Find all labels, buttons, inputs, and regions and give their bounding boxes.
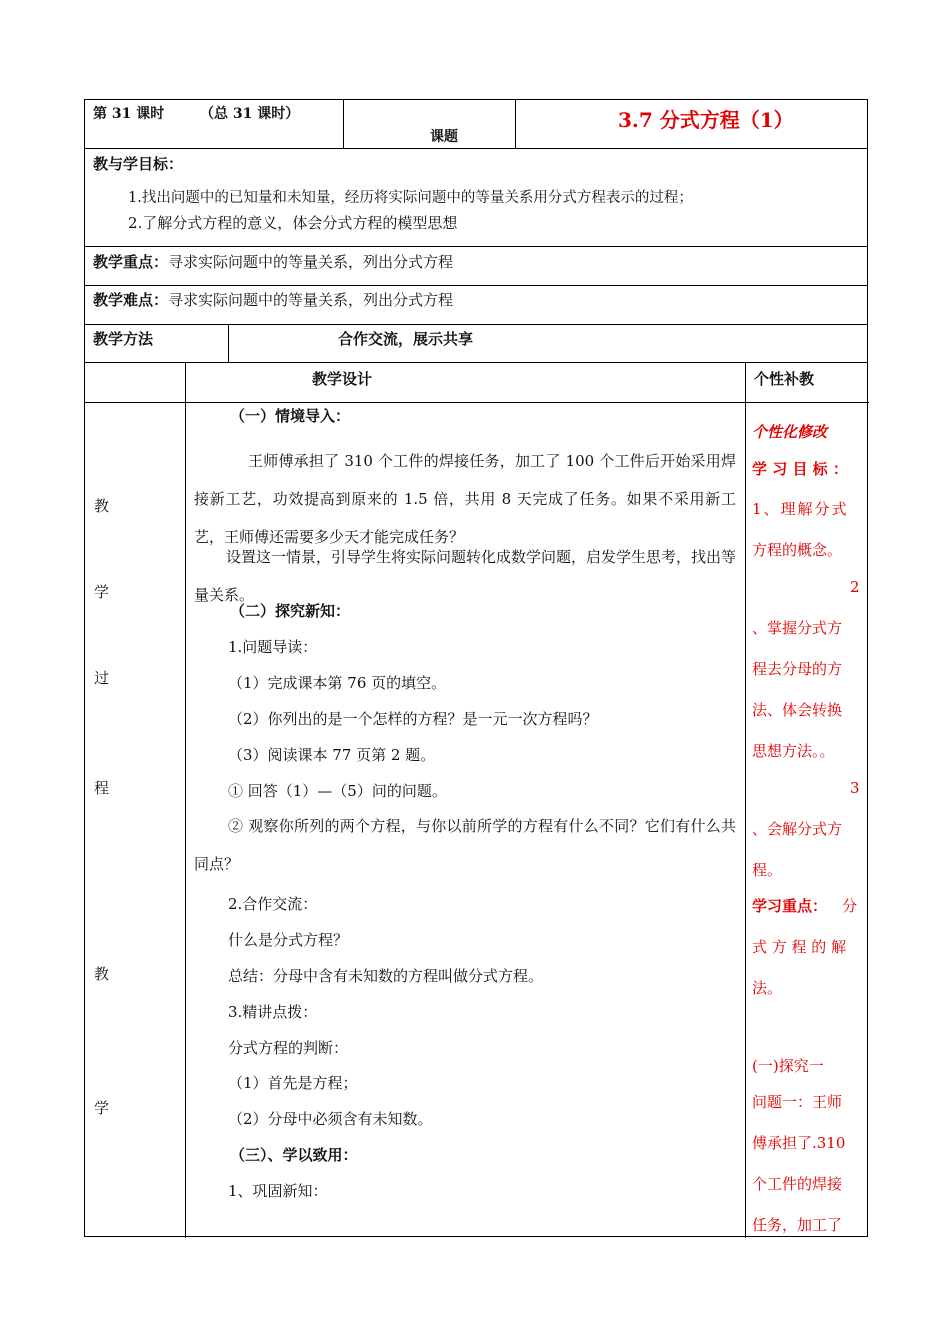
scenario-paragraph: 王师傅承担了 310 个工件的焊接任务，加工了 100 个工件后开始采用焊接新工艺，功效提高到原来的 1.5 倍，共用 8 天完成了任务。如果不采用新工艺，王师傅还需要多少天才能完成任务？	[194, 452, 736, 546]
objective-item: 1.找出问题中的已知量和未知量，经历将实际问题中的等量关系用分式方程表示的过程；	[128, 190, 693, 206]
consolidate-title: 1、巩固新知：	[228, 1182, 328, 1200]
objectives-heading: 教与学目标：	[93, 155, 184, 173]
side-focus-line: 分	[842, 897, 858, 915]
side-explore-line: (一)探究一	[752, 1057, 824, 1075]
section-3-heading: （三）、学以致用：	[230, 1146, 358, 1164]
question-1: （1）完成课本第 76 页的填空。	[228, 674, 447, 692]
circle-item-1: ① 回答（1）—（5）问的问题。	[228, 782, 447, 800]
objective-item: 2.了解分式方程的意义，体会分式方程的模型思想	[128, 214, 458, 232]
side-heading: 个性化修改	[752, 423, 828, 441]
lesson-number: 第 31 课时	[93, 106, 165, 122]
left-col-char: 教	[94, 497, 110, 515]
section-1-heading: （一）情境导入：	[230, 407, 351, 425]
explain-title: 3.精讲点拨：	[228, 1003, 318, 1021]
question-guide-title: 1.问题导读：	[228, 638, 318, 656]
topic-label: 课题	[430, 129, 458, 145]
judge-rule-1: （1）首先是方程；	[228, 1074, 358, 1092]
side-explore-line: 任务，加工了	[752, 1216, 843, 1234]
left-col-char: 教	[94, 965, 110, 983]
left-col-char: 学	[94, 583, 110, 601]
circle-item-2: ② 观察你所列的两个方程，与你以前所学的方程有什么不同？它们有什么共同点？	[194, 817, 736, 873]
key-point-text: 寻求实际问题中的等量关系，列出分式方程	[168, 253, 454, 271]
side-focus-label: 学习重点：	[752, 897, 828, 915]
summary-text: 总结：分母中含有未知数的方程叫做分式方程。	[228, 967, 544, 985]
side-line: 、会解分式方	[752, 820, 843, 838]
side-line: 3	[850, 779, 860, 797]
side-line: 程。	[752, 861, 783, 879]
difficulty-label: 教学难点：	[93, 291, 169, 309]
design-column-header: 教学设计	[312, 370, 373, 388]
key-point-label: 教学重点：	[93, 253, 169, 271]
side-explore-line: 问题一：王师	[752, 1093, 843, 1111]
section-2-heading: （二）探究新知：	[230, 602, 351, 620]
side-focus-line: 法。	[752, 979, 783, 997]
lesson-total: （总 31 课时）	[200, 106, 300, 122]
side-goal-label: 学 习 目 标 ：	[752, 460, 848, 478]
key-point-row	[93, 252, 453, 272]
left-col-char: 程	[94, 779, 110, 797]
supplement-column-header: 个性补教	[754, 370, 815, 388]
cooperation-question: 什么是分式方程？	[228, 931, 349, 949]
side-explore-line: 傅承担了.310	[752, 1134, 846, 1152]
scenario-guide: 设置这一情景，引导学生将实际问题转化成数学问题，启发学生思考，找出等量关系。	[194, 548, 737, 604]
side-line: 1、理解分式	[752, 500, 849, 518]
method-label: 教学方法	[93, 330, 154, 348]
side-line: 思想方法。。	[752, 742, 835, 760]
judge-rule-2: （2）分母中必须含有未知数。	[228, 1110, 433, 1128]
side-focus-line: 式 方 程 的 解	[752, 938, 847, 956]
difficulty-row	[93, 290, 453, 310]
cooperation-title: 2.合作交流：	[228, 895, 318, 913]
side-line: 方程的概念。	[752, 541, 843, 559]
side-line: 法、体会转换	[752, 701, 843, 719]
lesson-title: 3.7 分式方程（1）	[618, 108, 794, 132]
method-text: 合作交流，展示共享	[338, 330, 474, 348]
side-explore-line: 个工件的焊接	[752, 1175, 843, 1193]
side-line: 2	[850, 578, 860, 596]
question-3: （3）阅读课本 77 页第 2 题。	[228, 746, 436, 764]
difficulty-text: 寻求实际问题中的等量关系，列出分式方程	[168, 291, 454, 309]
judge-title: 分式方程的判断：	[228, 1039, 349, 1057]
side-line: 、掌握分式方	[752, 619, 843, 637]
question-2: （2）你列出的是一个怎样的方程？是一元一次方程吗？	[228, 710, 598, 728]
side-line: 程去分母的方	[752, 660, 843, 678]
left-col-char: 学	[94, 1099, 110, 1117]
left-col-char: 过	[94, 669, 110, 687]
